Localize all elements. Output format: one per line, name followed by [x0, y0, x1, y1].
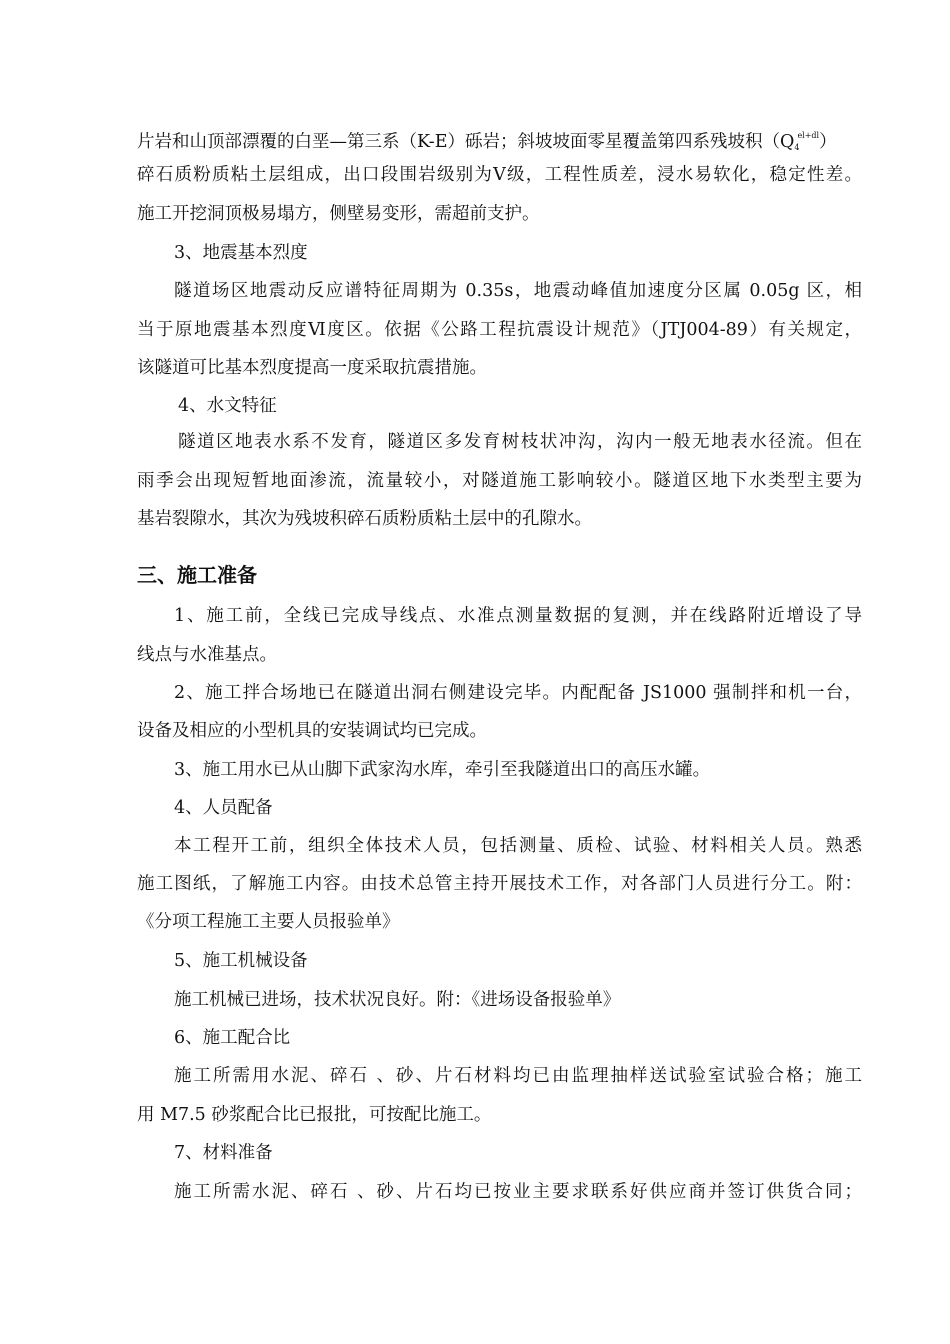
text-line: 隧道区地表水系不发育，隧道区多发育树枝状冲沟，沟内一般无地表水径流。但在: [178, 432, 862, 452]
text-line: 隧道场区地震动反应谱特征周期为 0.35s，地震动峰值加速度分区属 0.05g 区，相: [174, 281, 862, 301]
subheading: 4、水文特征: [178, 396, 277, 416]
subheading: 3、地震基本烈度: [174, 243, 308, 263]
text-line: 碎石质粉质粘土层组成，出口段围岩级别为Ⅴ级，工程性质差，浸水易软化，稳定性差。: [137, 165, 862, 185]
text-line: 施工所需用水泥、碎石 、砂、片石材料均已由监理抽样送试验室试验合格；施工: [174, 1066, 862, 1086]
text-line: 本工程开工前，组织全体技术人员，包括测量、质检、试验、材料相关人员。熟悉: [174, 836, 862, 856]
subheading: 5、施工机械设备: [174, 951, 308, 971]
text-line: 用 M7.5 砂浆配合比已报批，可按配比施工。: [137, 1105, 492, 1125]
text-line: 雨季会出现短暂地面渗流，流量较小，对隧道施工影响较小。隧道区地下水类型主要为: [137, 471, 862, 491]
text-line: 施工开挖洞顶极易塌方，侧壁易变形，需超前支护。: [137, 204, 540, 224]
subheading: 7、材料准备: [174, 1143, 273, 1163]
section-title: 三、施工准备: [137, 563, 257, 587]
text-line: 施工机械已进场，技术状况良好。附：《进场设备报验单》: [174, 990, 621, 1010]
text-line: 1、施工前，全线已完成导线点、水准点测量数据的复测，并在线路附近增设了导: [174, 606, 862, 626]
text-line: 当于原地震基本烈度Ⅵ度区。依据《公路工程抗震设计规范》（JTJ004-89）有关规定，: [137, 320, 862, 340]
text-line: 施工图纸，了解施工内容。由技术总管主持开展技术工作，对各部门人员进行分工。附：: [137, 874, 862, 894]
text-line: 《分项工程施工主要人员报验单》: [137, 912, 400, 932]
text-line: 线点与水准基点。: [137, 645, 277, 665]
subheading: 6、施工配合比: [174, 1028, 291, 1048]
text-line: 2、施工拌合场地已在隧道出洞右侧建设完毕。内配配备 JS1000 强制拌和机一台，: [174, 683, 862, 703]
subheading: 4、人员配备: [174, 798, 273, 818]
text-line: 3、施工用水已从山脚下武家沟水库，牵引至我隧道出口的高压水罐。: [174, 760, 711, 780]
text-line: 施工所需水泥、碎石 、砂、片石均已按业主要求联系好供应商并签订供货合同；: [174, 1182, 862, 1202]
text-line: 基岩裂隙水，其次为残坡积碎石质粉质粘土层中的孔隙水。: [137, 509, 592, 529]
text-line: 该隧道可比基本烈度提高一度采取抗震措施。: [137, 358, 487, 378]
text-line: 片岩和山顶部漂覆的白垩—第三系（K-E）砾岩；斜坡坡面零星覆盖第四系残坡积$(Q_4^{el+dl})$: [137, 131, 837, 152]
text-line: 设备及相应的小型机具的安装调试均已完成。: [137, 721, 487, 741]
